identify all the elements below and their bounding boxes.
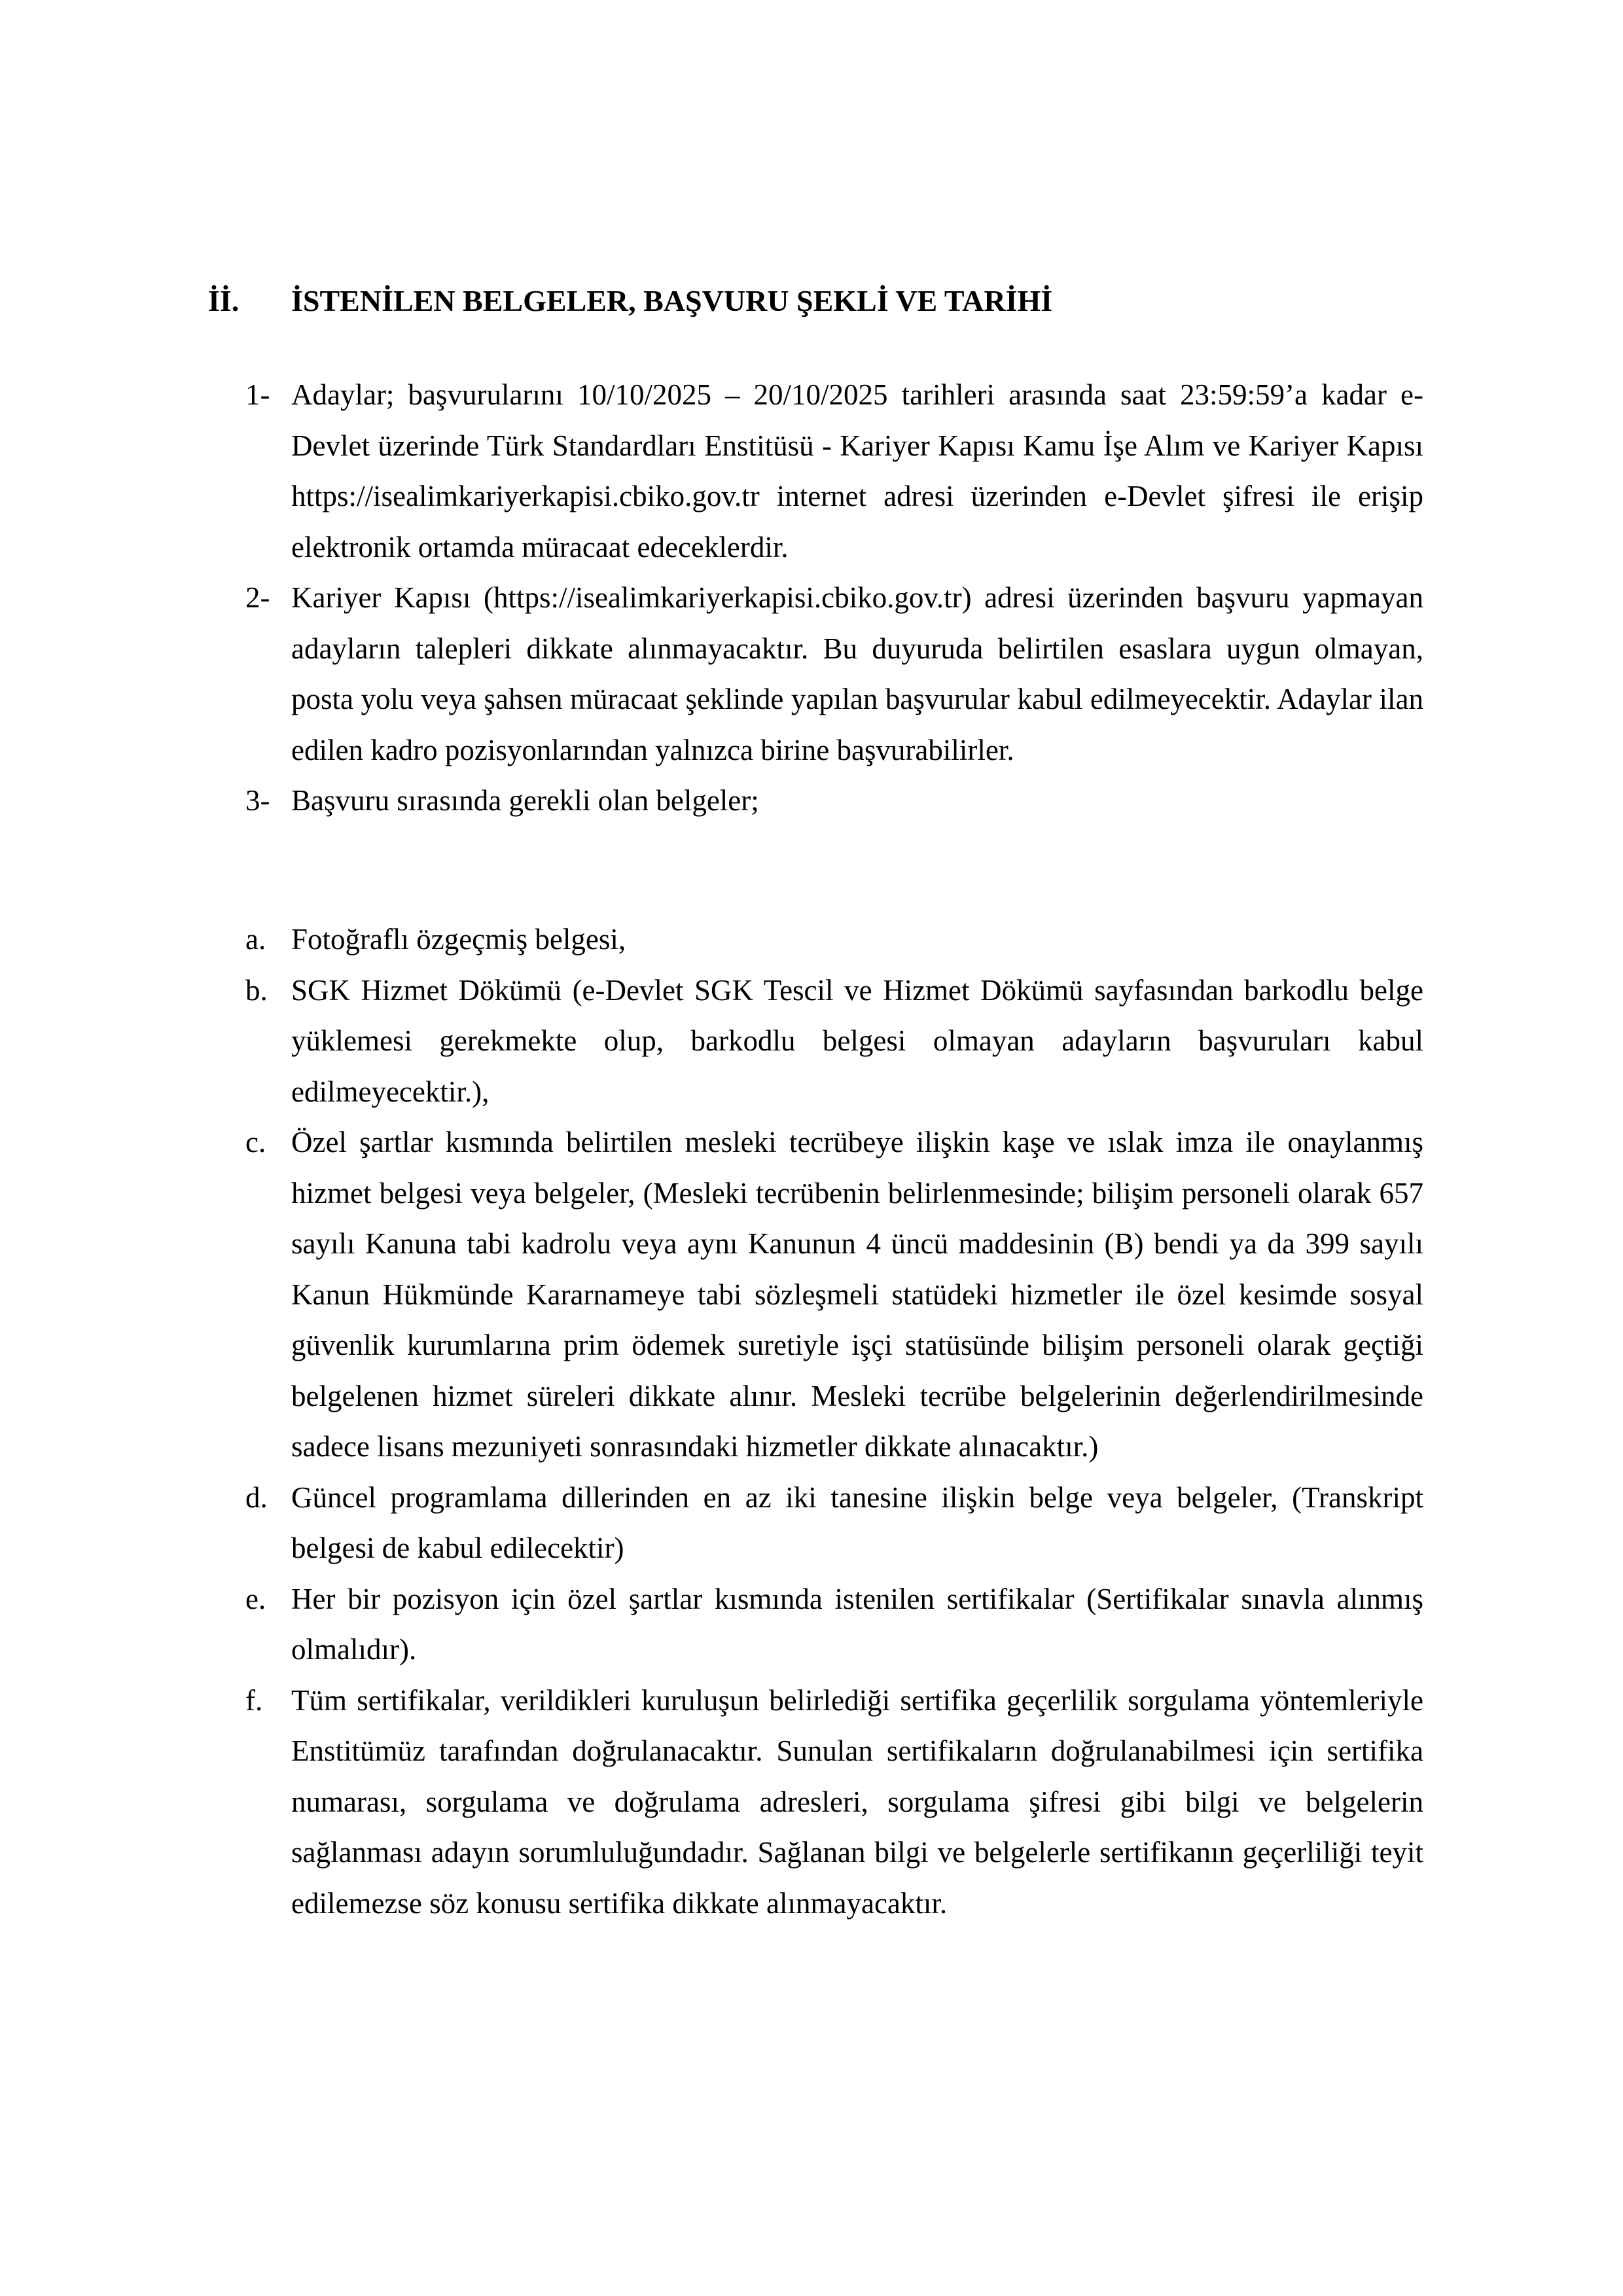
list-item-b — [245, 965, 1423, 1118]
list-item-e — [245, 1574, 1423, 1676]
list-item-c — [245, 1117, 1423, 1473]
list-item-text: Her bir pozisyon için özel şartlar kısmında istenilen sertifikalar (Sertifikalar sınavla alınmış olmalıdır). — [291, 1582, 1423, 1666]
list-item-text: Özel şartlar kısmında belirtilen mesleki tecrübeye ilişkin kaşe ve ıslak imza ile onaylanmış hizmet belgesi veya belgeler, (Mesleki tecrübenin belirlenmesinde; bilişim personeli olarak 657 sayılı Kanuna tabi kadrolu veya aynı Kanunun 4 üncü maddesinin (B) bendi ya da 399 sayılı Kanun Hükmünde Kararnameye tabi sözleşmeli statüdeki hizmetler ile özel kesimde sosyal güvenlik kurumlarına prim ödemek suretiyle işçi statüsünde bilişim personeli olarak geçtiği belgelenen hizmet süreleri dikkate alınır. Mesleki tecrübe belgelerinin değerlendirilmesinde sadece lisans mezuniyeti sonrasındaki hizmetler dikkate alınacaktır.) — [291, 1126, 1423, 1463]
list-item-text: Güncel programlama dillerinden en az iki tanesine ilişkin belge veya belgeler, (Transkript belgesi de kabul edilecektir) — [291, 1480, 1423, 1564]
list-marker: 2- — [245, 581, 270, 614]
list-item-text: Adaylar; başvurularını 10/10/2025 – 20/10/2025 tarihleri arasında saat 23:59:59’a kadar e-Devlet üzerinde Türk Standardları Enstitüsü - Kariyer Kapısı Kamu İşe Alım ve Kariyer Kapısı https://isealimkariyerkapisi.cbiko.gov.tr internet adresi üzerinden e-Devlet şifresi ile erişip elektronik ortamda müracaat edeceklerdir. — [291, 378, 1423, 564]
list-item-text: Başvuru sırasında gerekli olan belgeler; — [291, 784, 759, 817]
section-heading — [208, 281, 1052, 321]
section-number: İİ. — [208, 284, 240, 317]
list-item-d — [245, 1473, 1423, 1574]
list-marker: a. — [245, 923, 266, 956]
list-item-a — [245, 914, 1423, 965]
required-documents-list — [245, 914, 1423, 1929]
list-marker: 1- — [245, 378, 270, 411]
list-item-text: Kariyer Kapısı (https://isealimkariyerkapisi.cbiko.gov.tr) adresi üzerinden başvuru yapmayan adayların talepleri dikkate alınmayacaktır. Bu duyuruda belirtilen esaslara uygun olmayan, posta yolu veya şahsen müracaat şeklinde yapılan başvurular kabul edilmeyecektir. Adaylar ilan edilen kadro pozisyonlarından yalnızca birine başvurabilirler. — [291, 581, 1423, 766]
list-item-text: Fotoğraflı özgeçmiş belgesi, — [291, 923, 626, 956]
list-item-text: SGK Hizmet Dökümü (e-Devlet SGK Tescil ve Hizmet Dökümü sayfasından barkodlu belge yüklemesi gerekmekte olup, barkodlu belgesi olmayan adayların başvuruları kabul edilmeyecektir.), — [291, 973, 1423, 1108]
list-marker: 3- — [245, 784, 270, 817]
list-marker: f. — [245, 1683, 263, 1717]
list-marker: b. — [245, 973, 268, 1007]
list-item-f — [245, 1676, 1423, 1929]
list-item-text: Tüm sertifikalar, verildikleri kuruluşun belirlediği sertifika geçerlilik sorgulama yöntemleriyle Enstitümüz tarafından doğrulanacaktır. Sunulan sertifikaların doğrulanabilmesi için sertifika numarası, sorgulama ve doğrulama adresleri, sorgulama şifresi gibi bilgi ve belgelerin sağlanması adayın sorumluluğundadır. Sağlanan bilgi ve belgelerle sertifikanın geçerliliği teyit edilemezse söz konusu sertifika dikkate alınmayacaktır. — [291, 1683, 1423, 1920]
list-marker: e. — [245, 1582, 266, 1615]
numbered-list — [245, 370, 1423, 827]
list-item-2 — [245, 573, 1423, 776]
list-marker: d. — [245, 1480, 268, 1514]
list-marker: c. — [245, 1126, 266, 1158]
section-title: İSTENİLEN BELGELER, BAŞVURU ŞEKLİ VE TARİHİ — [291, 284, 1053, 317]
list-item-3 — [245, 776, 1423, 827]
list-item-1 — [245, 370, 1423, 573]
